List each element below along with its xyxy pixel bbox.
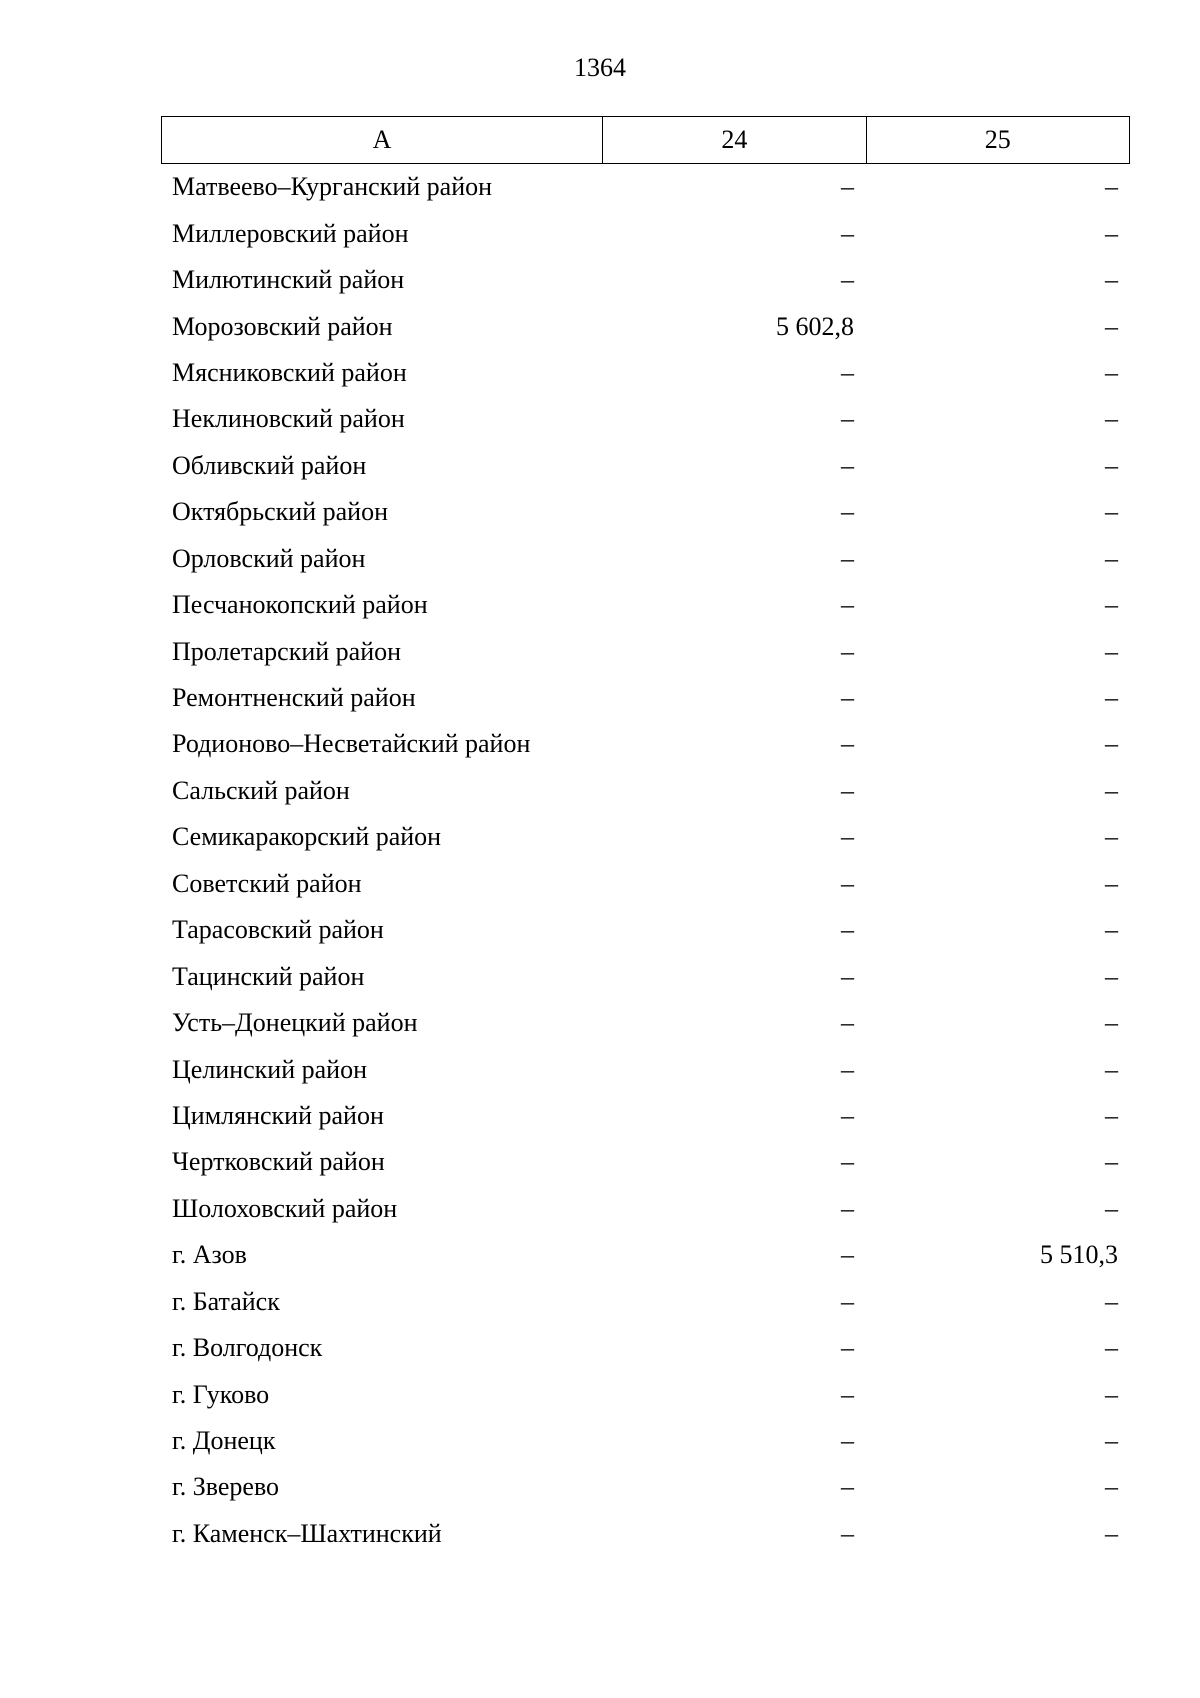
page-number: 1364 — [574, 53, 626, 82]
table-row — [161, 628, 1130, 674]
table-row — [161, 1232, 1130, 1278]
value-24: – — [841, 590, 854, 620]
value-24: – — [841, 1147, 854, 1177]
table-row — [161, 1093, 1130, 1139]
value-24: – — [841, 822, 854, 852]
value-24: – — [841, 1054, 854, 1084]
value-25: – — [1105, 218, 1118, 248]
value-25: – — [1105, 729, 1118, 759]
value-25: – — [1105, 265, 1118, 295]
value-25: – — [1105, 1472, 1118, 1502]
value-25: – — [1105, 683, 1118, 713]
value-24: – — [841, 497, 854, 527]
value-25: – — [1105, 497, 1118, 527]
row-label: Мясниковский район — [172, 357, 407, 387]
value-24: – — [841, 636, 854, 666]
table-row — [161, 1139, 1130, 1185]
row-label: Семикаракорский район — [172, 822, 442, 852]
value-24: – — [841, 868, 854, 898]
value-24: – — [841, 265, 854, 295]
row-label: Октябрьский район — [172, 497, 388, 527]
value-25: – — [1105, 543, 1118, 573]
table-body — [161, 164, 1130, 1557]
value-24: – — [841, 1240, 854, 1270]
table-row — [161, 768, 1130, 814]
table-row — [161, 536, 1130, 582]
value-24: – — [841, 1379, 854, 1409]
row-label: Сальский район — [172, 775, 350, 805]
row-label: Чертковский район — [172, 1147, 385, 1177]
value-25: – — [1105, 1426, 1118, 1456]
table-row — [161, 1464, 1130, 1510]
row-label: Миллеровский район — [172, 218, 409, 248]
row-label: Шолоховский район — [172, 1193, 398, 1223]
value-25: – — [1105, 775, 1118, 805]
header-cell-25: 25 — [866, 117, 1129, 163]
row-label: г. Зверево — [172, 1472, 280, 1502]
value-24: – — [841, 961, 854, 991]
value-24: – — [841, 543, 854, 573]
value-24: – — [841, 1193, 854, 1223]
row-label: Советский район — [172, 868, 362, 898]
row-label: г. Гуково — [172, 1379, 270, 1409]
table-row — [161, 861, 1130, 907]
value-24: – — [841, 404, 854, 434]
value-25: – — [1105, 172, 1118, 202]
table-row — [161, 1279, 1130, 1325]
row-label: Милютинский район — [172, 265, 405, 295]
value-24: – — [841, 450, 854, 480]
value-24: – — [841, 357, 854, 387]
table-row — [161, 907, 1130, 953]
value-24: – — [841, 1333, 854, 1363]
table-row — [161, 303, 1130, 349]
value-24: – — [841, 1286, 854, 1316]
value-24: – — [841, 172, 854, 202]
table-row — [161, 1000, 1130, 1046]
value-24: 5 602,8 — [776, 311, 854, 341]
table-row — [161, 1186, 1130, 1232]
value-24: – — [841, 1472, 854, 1502]
value-25: 5 510,3 — [1040, 1240, 1118, 1270]
table-row — [161, 489, 1130, 535]
value-25: – — [1105, 1147, 1118, 1177]
value-25: – — [1105, 1193, 1118, 1223]
row-label: Песчанокопский район — [172, 590, 428, 620]
row-label: Родионово–Несветайский район — [172, 729, 531, 759]
row-label: г. Донецк — [172, 1426, 276, 1456]
row-label: Неклиновский район — [172, 404, 405, 434]
value-25: – — [1105, 404, 1118, 434]
table-row — [161, 350, 1130, 396]
table-row — [161, 1371, 1130, 1417]
table-row — [161, 1325, 1130, 1371]
value-24: – — [841, 1008, 854, 1038]
table-row — [161, 1511, 1130, 1557]
row-label: Тарасовский район — [172, 915, 384, 945]
data-table — [161, 116, 1130, 1557]
row-label: Орловский район — [172, 543, 366, 573]
table-row — [161, 257, 1130, 303]
table-row — [161, 582, 1130, 628]
value-25: – — [1105, 1286, 1118, 1316]
row-label: г. Волгодонск — [172, 1333, 323, 1363]
value-25: – — [1105, 357, 1118, 387]
value-25: – — [1105, 822, 1118, 852]
row-label: Тацинский район — [172, 961, 365, 991]
table-header — [161, 116, 1130, 164]
value-24: – — [841, 775, 854, 805]
table-row — [161, 953, 1130, 999]
table-row — [161, 164, 1130, 210]
value-25: – — [1105, 1008, 1118, 1038]
value-24: – — [841, 1100, 854, 1130]
value-25: – — [1105, 450, 1118, 480]
value-24: – — [841, 683, 854, 713]
value-25: – — [1105, 1054, 1118, 1084]
table-row — [161, 396, 1130, 442]
header-cell-24: 24 — [602, 117, 865, 163]
value-25: – — [1105, 1100, 1118, 1130]
value-24: – — [841, 1426, 854, 1456]
value-25: – — [1105, 636, 1118, 666]
row-label: Матвеево–Курганский район — [172, 172, 493, 202]
table-row — [161, 675, 1130, 721]
table-row — [161, 210, 1130, 256]
table-row — [161, 1046, 1130, 1092]
value-25: – — [1105, 1333, 1118, 1363]
row-label: г. Азов — [172, 1240, 247, 1270]
row-label: Обливский район — [172, 450, 367, 480]
row-label: Усть–Донецкий район — [172, 1008, 418, 1038]
table-row — [161, 443, 1130, 489]
value-24: – — [841, 729, 854, 759]
value-24: – — [841, 1518, 854, 1548]
value-24: – — [841, 915, 854, 945]
row-label: Пролетарский район — [172, 636, 402, 666]
row-label: г. Каменск–Шахтинский — [172, 1518, 442, 1548]
row-label: Цимлянский район — [172, 1100, 384, 1130]
value-25: – — [1105, 915, 1118, 945]
row-label: г. Батайск — [172, 1286, 280, 1316]
value-25: – — [1105, 961, 1118, 991]
row-label: Целинский район — [172, 1054, 367, 1084]
value-25: – — [1105, 1518, 1118, 1548]
value-25: – — [1105, 1379, 1118, 1409]
value-25: – — [1105, 311, 1118, 341]
header-cell-a: А — [372, 125, 392, 154]
value-24: – — [841, 218, 854, 248]
table-row — [161, 814, 1130, 860]
row-label: Морозовский район — [172, 311, 393, 341]
table-row — [161, 1418, 1130, 1464]
table-row — [161, 721, 1130, 767]
value-25: – — [1105, 868, 1118, 898]
row-label: Ремонтненский район — [172, 683, 416, 713]
value-25: – — [1105, 590, 1118, 620]
